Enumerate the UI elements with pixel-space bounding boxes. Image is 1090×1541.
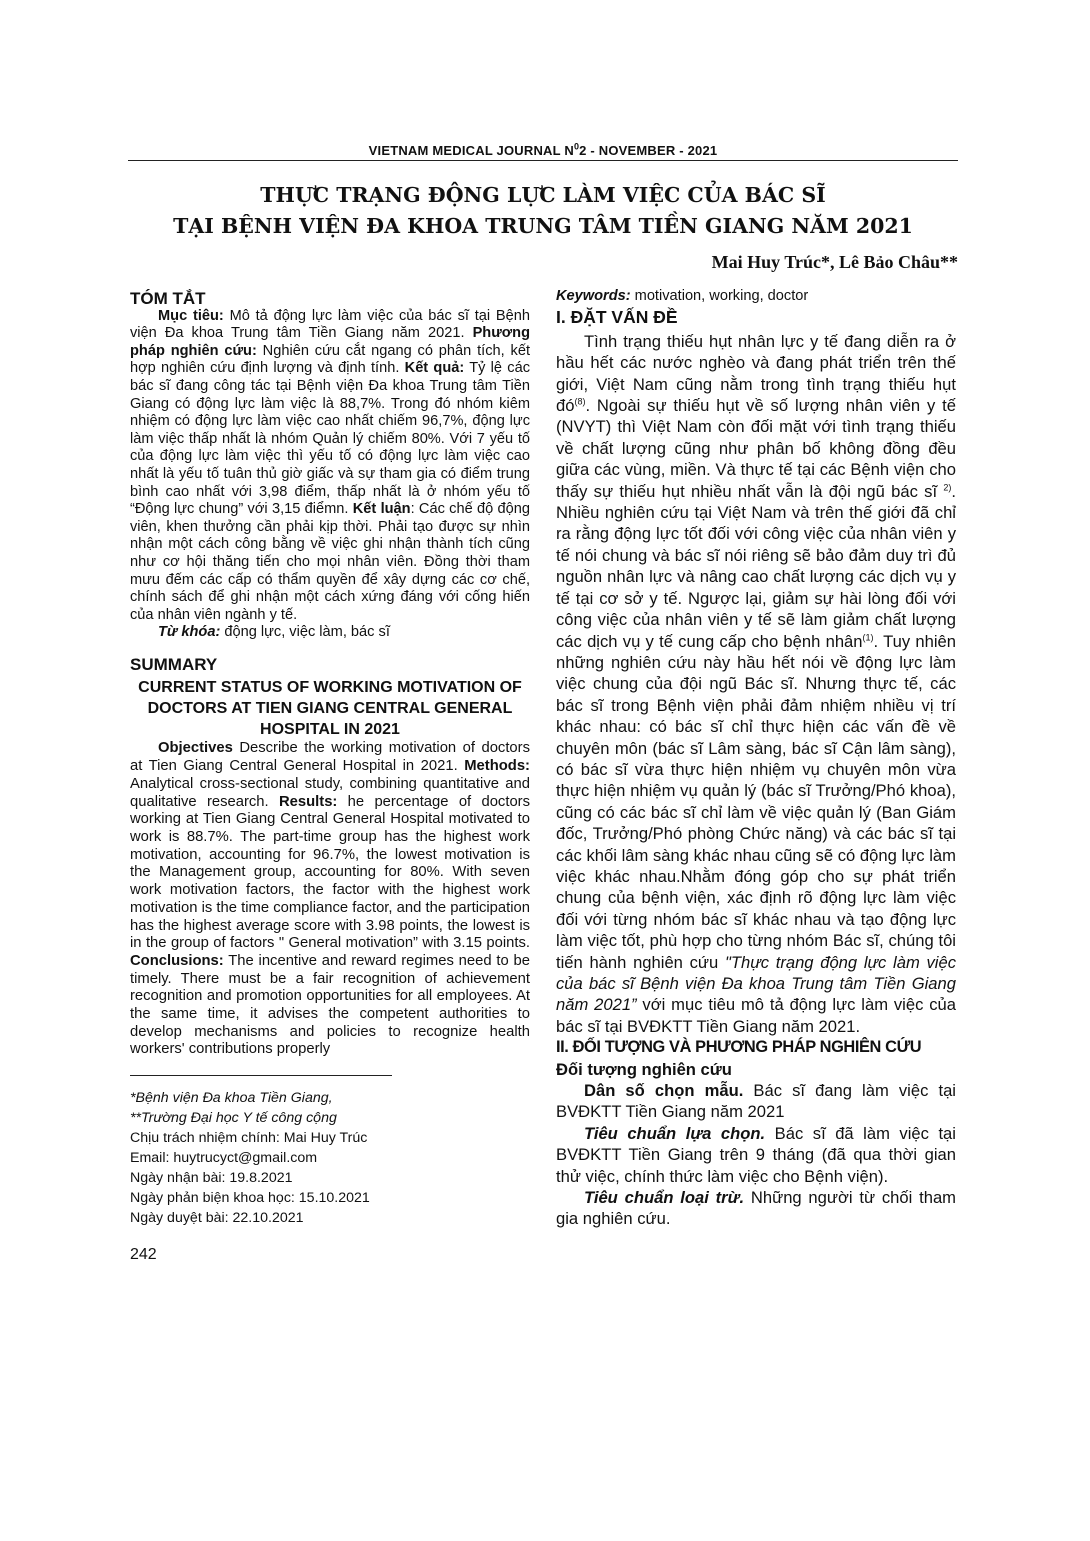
article-title <box>128 180 958 242</box>
keywords-vi <box>130 624 530 642</box>
inclusion-paragraph <box>556 1123 956 1187</box>
population-text: Bác sĩ đang làm việc tại BVĐKTT Tiền Giang năm 2021 <box>556 1081 956 1122</box>
results-en-text: he percentage of doctors working at Tien Giang Central General Hospital motivated to work is 88.7%. The part-time group has the highest work motivation, accounting for 96.7%, the lowest motivation is the Management group, accounting for 80%. With seven work motivation factors, the factor with the highest work motivation is the time compliance factor, and the participation has the highest average score with 3.98 points, the lowest is in the group of factors " General motivation” with 3.15 points. <box>130 793 531 952</box>
citation-2: 2) <box>943 482 952 493</box>
study-title-italic: "Thực trạng động lực làm việc của bác sĩ Bệnh viện Đa khoa Trung tâm Tiền Giang năm 2021” <box>556 952 956 1015</box>
date-accepted: Ngày duyệt bài: 22.10.2021 <box>130 1210 304 1227</box>
affiliation-1: *Bệnh viện Đa khoa Tiền Giang, <box>130 1090 333 1107</box>
keywords-vi-text: động lực, việc làm, bác sĩ <box>220 624 390 641</box>
exclusion-text: Những người từ chối tham gia nghiên cứu. <box>556 1188 956 1229</box>
abstract-vi-heading: TÓM TẮT <box>130 289 206 308</box>
methods-label: Phương pháp nghiên cứu: <box>130 325 530 359</box>
methods-en-label: Methods: <box>464 758 530 775</box>
exclusion-label: Tiêu chuẩn loại trừ. <box>584 1188 745 1208</box>
section-1-heading: I. ĐẶT VẤN ĐỀ <box>556 307 678 328</box>
right-column <box>556 286 956 1230</box>
section-1-paragraph <box>556 331 956 1037</box>
summary-heading: SUMMARY <box>130 654 218 674</box>
conclusions-en-label: Conclusions: <box>130 952 224 969</box>
title-line-1: THỰC TRẠNG ĐỘNG LỰC LÀM VIỆC CỦA BÁC SĨ <box>260 183 826 207</box>
conclusion-text: : Các chế độ động viên, khen thưởng cần phải kịp thời. Phải tạo được sự nhìn nhận một cách công bằng về việc ghi nhận thành tích cũng như cơ hội thăng tiến cho mọi nhân viên. Đồng thời tham mưu đếm các cấp có thẩm quyền để xây dựng các cơ chế, chính sách để ghi nhận một cách xứng đáng với cống hiến của nhân viên ngành y tế. <box>130 501 530 623</box>
keywords-en-text: motivation, working, doctor <box>630 288 809 304</box>
date-reviewed: Ngày phản biện khoa học: 15.10.2021 <box>130 1190 370 1207</box>
section-2-heading: II. ĐỐI TƯỢNG VÀ PHƯƠNG PHÁP NGHIÊN CỨU <box>556 1038 922 1057</box>
s1-text-c: . Nhiều nghiên cứu tại Việt Nam và trên thế giới đã chỉ ra rằng động lực tốt đối với công việc của nhân viên y tế nói chung và bác sĩ nói riêng sẽ bảo đảm duy trì đủ nguồn nhân lực và nâng cao chất lượng các dịch vụ y tế tại cơ sở y tế. Ngược lại, giảm sự hài lòng đối với công việc của nhân viên y tế sẽ làm giảm chất lượng các dịch vụ y tế cung cấp cho bệnh nhân <box>556 481 956 651</box>
journal-header-date: 2 - NOVEMBER - 2021 <box>579 143 718 158</box>
methods-text: Nghiên cứu cắt ngang có phân tích, kết hợp nghiên cứu định lượng và định tính. <box>130 342 530 377</box>
results-en-label: Results: <box>278 793 338 810</box>
s1-text-d: . Tuy nhiên những nghiên cứu này hầu hết nói về động lực làm việc chung của đội ngũ Bác sĩ. Nhưng thực tế, các bác sĩ trong Bệnh viện phải đảm nhiệm nhiều vị trí khác nhau: có bác sĩ chỉ thực hiện các vấn đề về chuyên môn (bác sĩ Lâm sàng, bác sĩ Cận lâm sàng), có bác sĩ vừa thực hiện nhiệm vụ chuyên môn vừa thực hiện nhiệm vụ quản lý (bác sĩ Trưởng/Phó khoa), cũng có các bác sĩ chỉ làm về việc quản lý (Ban Giám đốc, Trưởng/Phó phòng Chức năng) và các bác sĩ tại các khối lâm sàng khác nhau cũng sẽ có động lực làm việc khác nhau.Nhằm đóng góp cho sự phát triển chung của bệnh viện, xác định rõ động lực làm việc đối với từng nhóm bác sĩ khác nhau và tạo động lực làm việc tốt, phù hợp cho từng nhóm Bác sĩ, chúng tôi tiến hành nghiên cứu <box>556 631 956 972</box>
journal-header-text: VIETNAM MEDICAL JOURNAL N <box>368 143 574 158</box>
inclusion-label: Tiêu chuẩn lựa chọn. <box>584 1123 766 1143</box>
journal-issue-superscript: 0 <box>573 141 580 152</box>
summary-title: CURRENT STATUS OF WORKING MOTIVATION OF DOCTORS AT TIEN GIANG CENTRAL GENERAL HOSPITAL IN 2021 <box>138 679 522 739</box>
header-divider <box>128 160 958 161</box>
objective-text: Mô tả động lực làm việc của bác sĩ tại Bệnh viện Đa khoa Trung tâm Tiền Giang năm 2021. <box>130 307 530 342</box>
author-email: Email: huytrucyct@gmail.com <box>130 1150 318 1167</box>
results-text: Tỷ lệ các bác sĩ đang công tác tại Bệnh viện Đa khoa Trung tâm Tiền Giang có động lực làm việc là 88,7%. Trong đó nhóm kiêm nhiệm có động lực làm việc cao nhất chiếm 96,7%, động lực làm việc thấp nhất là nhóm Quản lý chiếm 80%. Với 7 yếu tố của động lực làm việc thì yếu tố có động lực làm việc cao nhất là yếu tố tuân thủ giờ giấc và sự tham gia có điểm trung bình cao nhất với 3,98 điểm, thấp nhất là ở nhóm yếu tố “Động lực chung” với 3,15 điểmn. <box>130 360 531 518</box>
footnotes <box>130 1088 530 1228</box>
conclusion-label: Kết luận <box>352 501 411 518</box>
authors: Mai Huy Trúc*, Lê Bảo Châu** <box>711 252 958 272</box>
s1-text-b: . Ngoài sự thiếu hụt về số lượng nhân viên y tế (NVYT) thì Việt Nam còn đối mặt với tình trạng thiếu về chất lượng cũng như phân bố không đồng đều giữa các vùng, miền. Và thực tế tại các Bệnh viện cho thấy sự thiếu hụt nhiều nhất vẫn là đội ngũ bác sĩ <box>556 396 956 501</box>
results-label: Kết quả: <box>404 360 465 377</box>
corresponding-author: Chịu trách nhiệm chính: Mai Huy Trúc <box>130 1130 368 1147</box>
inclusion-text: Bác sĩ đã làm việc tại BVĐKTT Tiền Giang trên 9 tháng (đã qua thời gian thử việc, chính thức làm việc cho Bệnh viện). <box>556 1123 956 1186</box>
s1-text-e: với mục tiêu mô tả động lực làm việc của bác sĩ tại BVĐKTT Tiền Giang năm 2021. <box>556 995 956 1036</box>
footnote-divider <box>130 1075 392 1076</box>
citation-8: (8) <box>574 396 586 407</box>
abstract-vi-body <box>130 308 530 625</box>
subsection-study-subjects: Đối tượng nghiên cứu <box>556 1059 732 1079</box>
keywords-vi-label: Từ khóa: <box>158 624 221 641</box>
affiliation-2: **Trường Đại học Y tế công cộng <box>130 1110 337 1127</box>
page-number: 242 <box>130 1246 157 1264</box>
population-label: Dân số chọn mẫu. <box>584 1081 744 1101</box>
conclusions-en-text: The incentive and reward regimes need to be timely. There must be a fair recognition of achievement recognition and promotion opportunities for all employees. At the same time, it advises the competent authorities to develop mechanisms and policies to recognize health workers' contributions properly <box>130 952 530 1058</box>
date-received: Ngày nhận bài: 19.8.2021 <box>130 1170 293 1187</box>
title-line-2: TẠI BỆNH VIỆN ĐA KHOA TRUNG TÂM TIỀN GIANG NĂM 2021 <box>173 214 913 238</box>
left-column <box>130 290 530 1264</box>
population-paragraph <box>556 1080 956 1123</box>
journal-header <box>128 143 958 158</box>
s1-text-a: Tình trạng thiếu hụt nhân lực y tế đang diễn ra ở hầu hết các nước nghèo và đang phát triển trên thế giới, Việt Nam cũng nằm trong tình trạng thiếu hụt đó <box>556 331 956 416</box>
objectives-label: Objectives <box>158 740 233 757</box>
summary-body <box>130 740 530 1059</box>
keywords-en <box>556 286 956 307</box>
exclusion-paragraph <box>556 1187 956 1230</box>
objective-label: Mục tiêu: <box>158 307 224 324</box>
methods-en-text: Analytical cross-sectional study, combining quantitative and qualitative research. <box>130 775 530 810</box>
objectives-text: Describe the working motivation of doctors at Tien Giang Central General Hospital in 2021. <box>130 740 530 775</box>
keywords-en-label: Keywords: <box>556 288 631 304</box>
citation-1: (1) <box>862 631 874 642</box>
